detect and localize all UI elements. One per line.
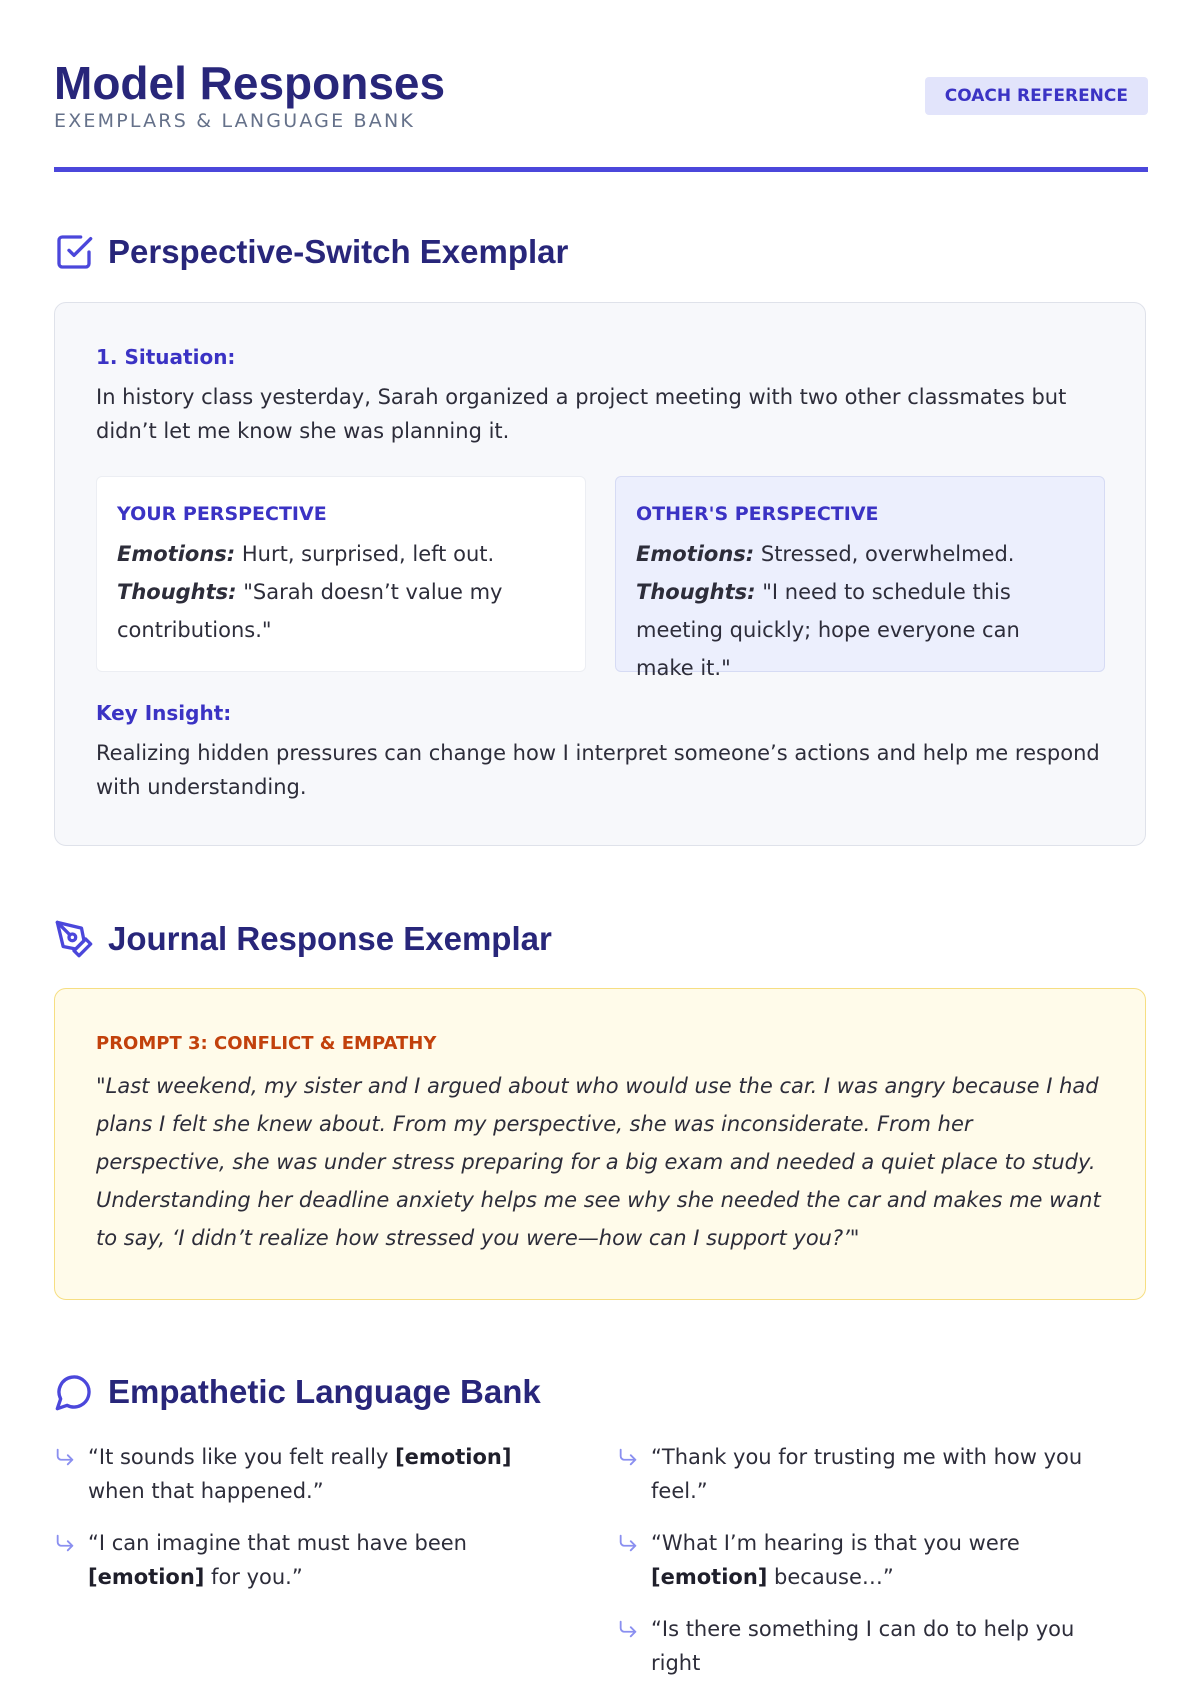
- speech-bubble-icon: [54, 1372, 94, 1412]
- phrase-text: “Is there something I can do to help you right: [651, 1617, 1075, 1675]
- phrase-item: [54, 1440, 564, 1508]
- checkbox-edit-icon: [54, 232, 94, 272]
- emotions-value: Hurt, surprised, left out.: [241, 542, 495, 566]
- corner-down-right-icon: [54, 1532, 76, 1554]
- key-insight-label: Key Insight:: [96, 701, 232, 725]
- others-perspective-title: OTHER'S PERSPECTIVE: [636, 503, 879, 525]
- perspective-section-heading: [54, 230, 568, 274]
- your-perspective-box: [96, 476, 586, 672]
- thoughts-value: "Sarah doesn’t value my contributions.": [117, 580, 503, 642]
- journal-exemplar-card: [54, 988, 1146, 1300]
- phrase-text: when that happened.”: [88, 1479, 324, 1503]
- phrase-item: [617, 1612, 1127, 1680]
- corner-down-right-icon: [617, 1446, 639, 1468]
- language-bank-right-column: [617, 1440, 1127, 1698]
- phrase-text: because…”: [767, 1565, 894, 1589]
- phrase-text: for you.”: [204, 1565, 303, 1589]
- page-title: Model Responses: [54, 57, 446, 109]
- key-insight-text: Realizing hidden pressures can change how I interpret someone’s actions and help me respond with understanding.: [96, 741, 1100, 799]
- phrase-item: [617, 1440, 1127, 1508]
- language-bank-heading: [54, 1370, 541, 1414]
- your-emotions: [117, 535, 565, 573]
- journal-response-text: "Last weekend, my sister and I argued about who would use the car. I was angry because I had plans I felt she knew about. From my perspective, she was inconsiderate. From her perspective, she was under stress preparing for a big exam and needed a quiet place to study. Understanding her deadline anxiety helps me see why she needed the car and makes me want to say, ‘I didn’t realize how stressed you were—how can I support you?’": [96, 1074, 1101, 1250]
- others-thoughts: [636, 573, 1084, 687]
- pen-tool-icon: [54, 919, 94, 959]
- journal-prompt-label: PROMPT 3: CONFLICT & EMPATHY: [96, 1033, 437, 1054]
- phrase-text: “What I’m hearing is that you were: [651, 1531, 1020, 1555]
- emotions-label: Emotions:: [636, 542, 755, 566]
- phrase-text: “It sounds like you felt really: [88, 1445, 396, 1469]
- emotions-label: Emotions:: [117, 542, 236, 566]
- phrase-placeholder: [emotion]: [395, 1445, 512, 1469]
- page-header: [54, 54, 1148, 132]
- corner-down-right-icon: [54, 1446, 76, 1468]
- header-divider: [54, 167, 1148, 172]
- journal-section-heading: [54, 917, 552, 961]
- language-bank-title: Empathetic Language Bank: [108, 1373, 541, 1410]
- coach-reference-badge: COACH REFERENCE: [925, 77, 1148, 115]
- your-perspective-title: YOUR PERSPECTIVE: [117, 503, 327, 525]
- language-bank-left-column: [54, 1440, 564, 1612]
- emotions-value: Stressed, overwhelmed.: [760, 542, 1015, 566]
- journal-section-title: Journal Response Exemplar: [108, 920, 552, 957]
- corner-down-right-icon: [617, 1532, 639, 1554]
- phrase-item: [54, 1526, 564, 1594]
- situation-text: In history class yesterday, Sarah organized a project meeting with two other classmates but didn’t let me know she was planning it.: [96, 385, 1067, 443]
- perspective-section-title: Perspective-Switch Exemplar: [108, 233, 569, 270]
- phrase-text: “I can imagine that must have been: [88, 1531, 467, 1555]
- phrase-text: “Thank you for trusting me with how you feel.”: [651, 1445, 1083, 1503]
- perspective-exemplar-card: [54, 302, 1146, 846]
- your-thoughts: [117, 573, 565, 649]
- phrase-item: [617, 1526, 1127, 1594]
- thoughts-value: "I need to schedule this meeting quickly; hope everyone can make it.": [636, 580, 1020, 680]
- thoughts-label: Thoughts:: [636, 580, 756, 604]
- phrase-placeholder: [emotion]: [88, 1565, 205, 1589]
- thoughts-label: Thoughts:: [117, 580, 237, 604]
- others-perspective-box: [615, 476, 1105, 680]
- situation-label: 1. Situation:: [96, 345, 236, 369]
- corner-down-right-icon: [617, 1618, 639, 1640]
- page-subtitle: EXEMPLARS & LANGUAGE BANK: [54, 110, 416, 132]
- phrase-placeholder: [emotion]: [651, 1565, 768, 1589]
- others-emotions: [636, 535, 1084, 573]
